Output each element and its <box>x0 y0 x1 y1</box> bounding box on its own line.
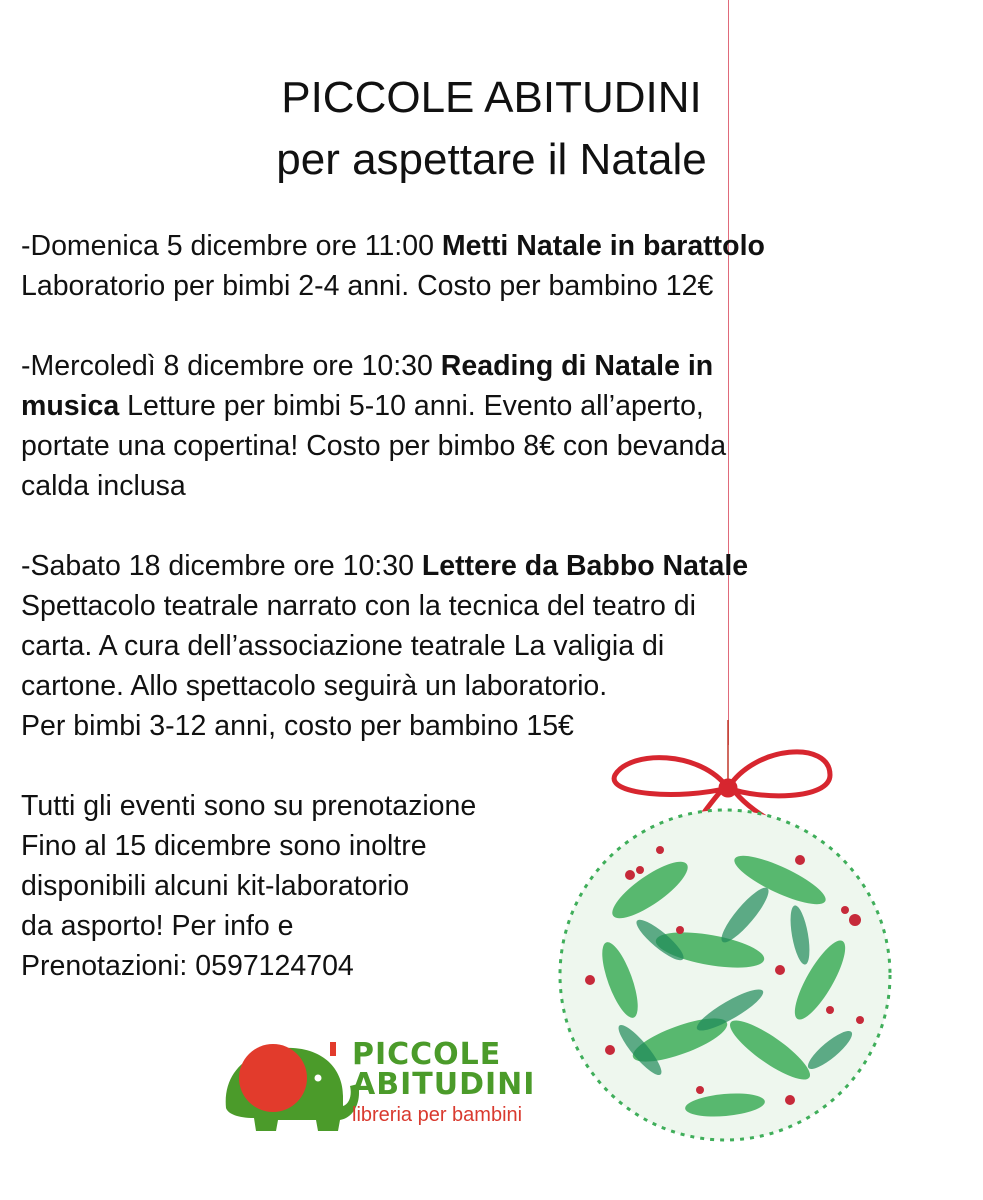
event-2-line-2: musica Letture per bimbi 5-10 anni. Evento all’aperto, <box>21 390 704 422</box>
event-2 <box>21 346 726 506</box>
christmas-ornament-illustration <box>530 720 900 1150</box>
logo-text <box>352 1037 536 1128</box>
event-2-line-4: calda inclusa <box>21 470 186 502</box>
info-block <box>21 786 476 986</box>
event-3-name: Lettere da Babbo Natale <box>421 550 749 582</box>
event-1 <box>21 226 765 306</box>
logo-subtitle: libreria per bambini <box>352 1104 523 1126</box>
event-3 <box>21 546 748 746</box>
info-line-2: Fino al 15 dicembre sono inoltre <box>21 830 427 862</box>
info-line-4: da asporto! Per info e <box>21 910 294 942</box>
ornament-ball <box>560 810 890 1140</box>
event-2-line-3: portate una copertina! Costo per bimbo 8€ con bevanda <box>21 430 727 462</box>
event-2-name: Reading di Natale in <box>440 350 714 382</box>
event-3-line-2: Spettacolo teatrale narrato con la tecnica del teatro di <box>21 590 696 622</box>
event-3-line-3: carta. A cura dell’associazione teatrale La valigia di <box>21 630 665 662</box>
event-2-line-1: -Mercoledì 8 dicembre ore 10:30 Reading di Natale in <box>21 350 714 382</box>
event-3-line-1: -Sabato 18 dicembre ore 10:30 Lettere da Babbo Natale <box>21 550 749 582</box>
event-1-line-2: Laboratorio per bimbi 2-4 anni. Costo per bambino 12€ <box>21 270 714 302</box>
page-subtitle: per aspettare il Natale <box>276 135 707 184</box>
logo-title-line-2: ABITUDINI <box>352 1067 536 1102</box>
info-line-5: Prenotazioni: 0597124704 <box>21 950 354 982</box>
event-1-name: Metti Natale in barattolo <box>441 230 765 262</box>
info-line-3: disponibili alcuni kit-laboratorio <box>21 870 410 902</box>
event-3-line-5: Per bimbi 3-12 anni, costo per bambino 15€ <box>21 710 574 742</box>
info-line-1: Tutti gli eventi sono su prenotazione <box>21 790 477 822</box>
page-title: PICCOLE ABITUDINI <box>281 73 702 122</box>
event-1-line-1: -Domenica 5 dicembre ore 11:00 Metti Natale in barattolo <box>21 230 765 262</box>
logo-title-line-1: PICCOLE <box>352 1037 502 1072</box>
event-2-name-cont: musica <box>21 390 120 422</box>
event-3-line-4: cartone. Allo spettacolo seguirà un laboratorio. <box>21 670 608 702</box>
